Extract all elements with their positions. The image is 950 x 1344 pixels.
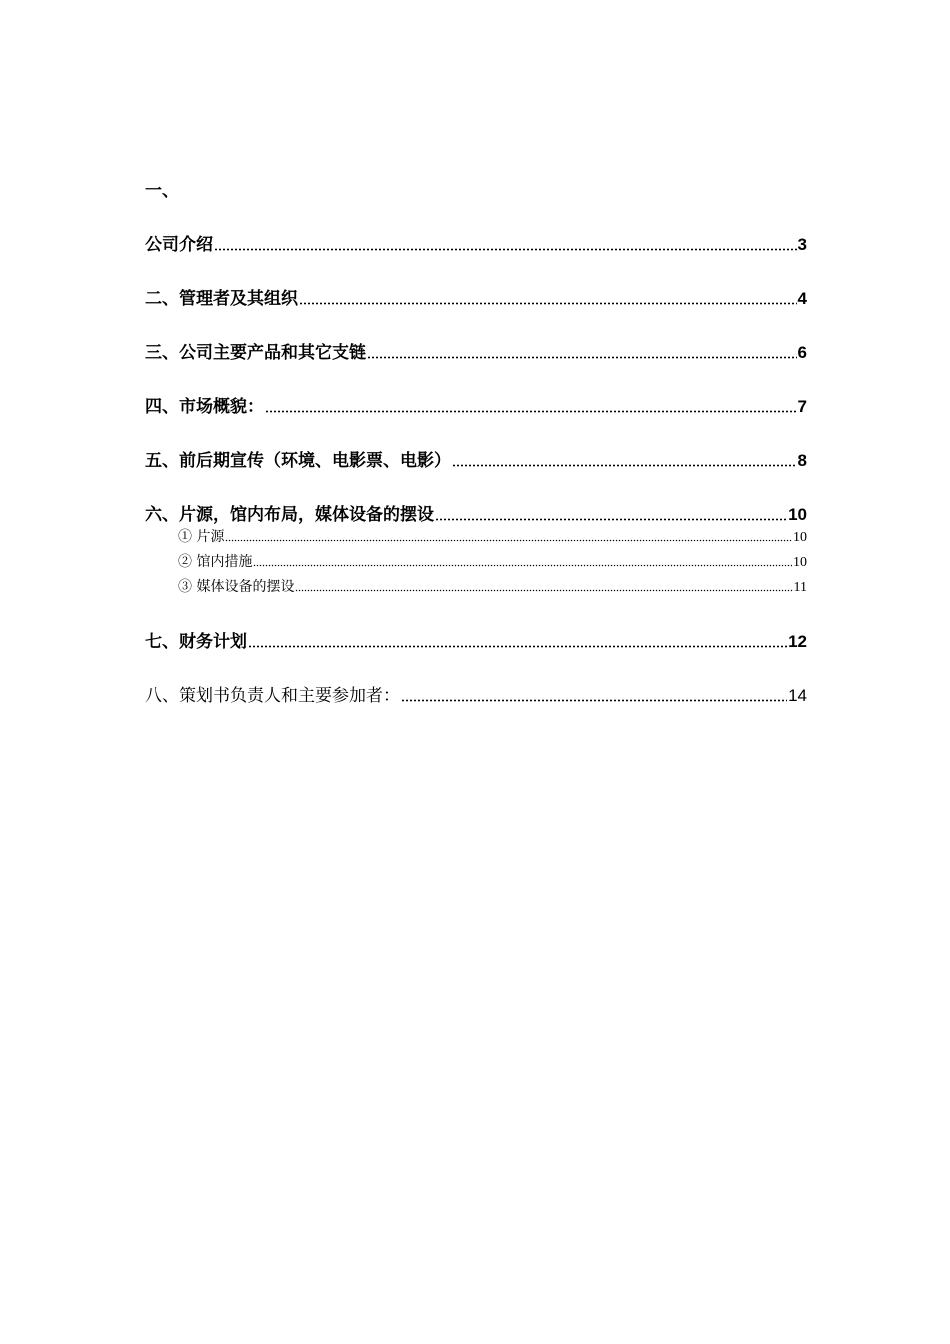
toc-entry-label: ① 片源 [178,529,225,545]
dot-leader [299,288,797,305]
toc-entry-promotion[interactable] [145,449,807,472]
dot-leader [214,234,797,251]
toc-entry-label: 五、前后期宣传（环境、电影票、电影） [145,451,451,471]
toc-subentry-media-equipment[interactable] [178,577,807,597]
toc-entry-label: 四、市场概貌： [145,397,264,417]
toc-page-number: 8 [797,451,807,470]
dot-leader [452,450,797,467]
toc-entry-label: 八、策划书负责人和主要参加者： [145,686,400,706]
toc-page-number: 11 [793,580,807,595]
toc-entry-label: ② 馆内措施 [178,554,253,570]
toc-subentry-film-sources[interactable] [178,527,807,547]
toc-page-number: 10 [788,505,807,524]
toc-entry-management[interactable] [145,287,807,310]
dot-leader [435,504,787,521]
toc-entry-products[interactable] [145,341,807,364]
dot-leader [248,631,787,648]
toc-page-number: 4 [797,289,807,308]
toc-entry-label: 公司介绍 [145,235,213,255]
dot-leader [265,396,797,413]
toc-entry-participants[interactable] [145,684,807,707]
toc-page-number: 10 [793,555,807,570]
dot-leader [225,528,792,542]
dot-leader [295,578,792,592]
toc-page-number: 14 [788,686,807,705]
toc-heading: 一、 [145,181,179,201]
toc-entry-label: 三、公司主要产品和其它支链 [145,343,366,363]
dot-leader [367,342,797,359]
toc-entry-sources-layout[interactable] [145,503,807,526]
toc-entry-company-intro[interactable] [145,233,807,256]
toc-entry-market-overview[interactable] [145,395,807,418]
toc-entry-financial-plan[interactable] [145,630,807,653]
toc-page-number: 7 [797,397,807,416]
toc-page-number: 12 [788,632,807,651]
toc-page-number: 10 [793,530,807,545]
toc-entry-label: ③ 媒体设备的摆设 [178,579,295,595]
toc-entry-label: 六、片源，馆内布局，媒体设备的摆设 [145,505,434,525]
toc-entry-label: 七、财务计划 [145,632,247,652]
toc-page-number: 6 [797,343,807,362]
toc-entry-label: 二、管理者及其组织 [145,289,298,309]
dot-leader [401,685,787,702]
toc-subentry-venue-measures[interactable] [178,552,807,572]
toc-page-number: 3 [797,235,807,254]
dot-leader [253,553,792,567]
